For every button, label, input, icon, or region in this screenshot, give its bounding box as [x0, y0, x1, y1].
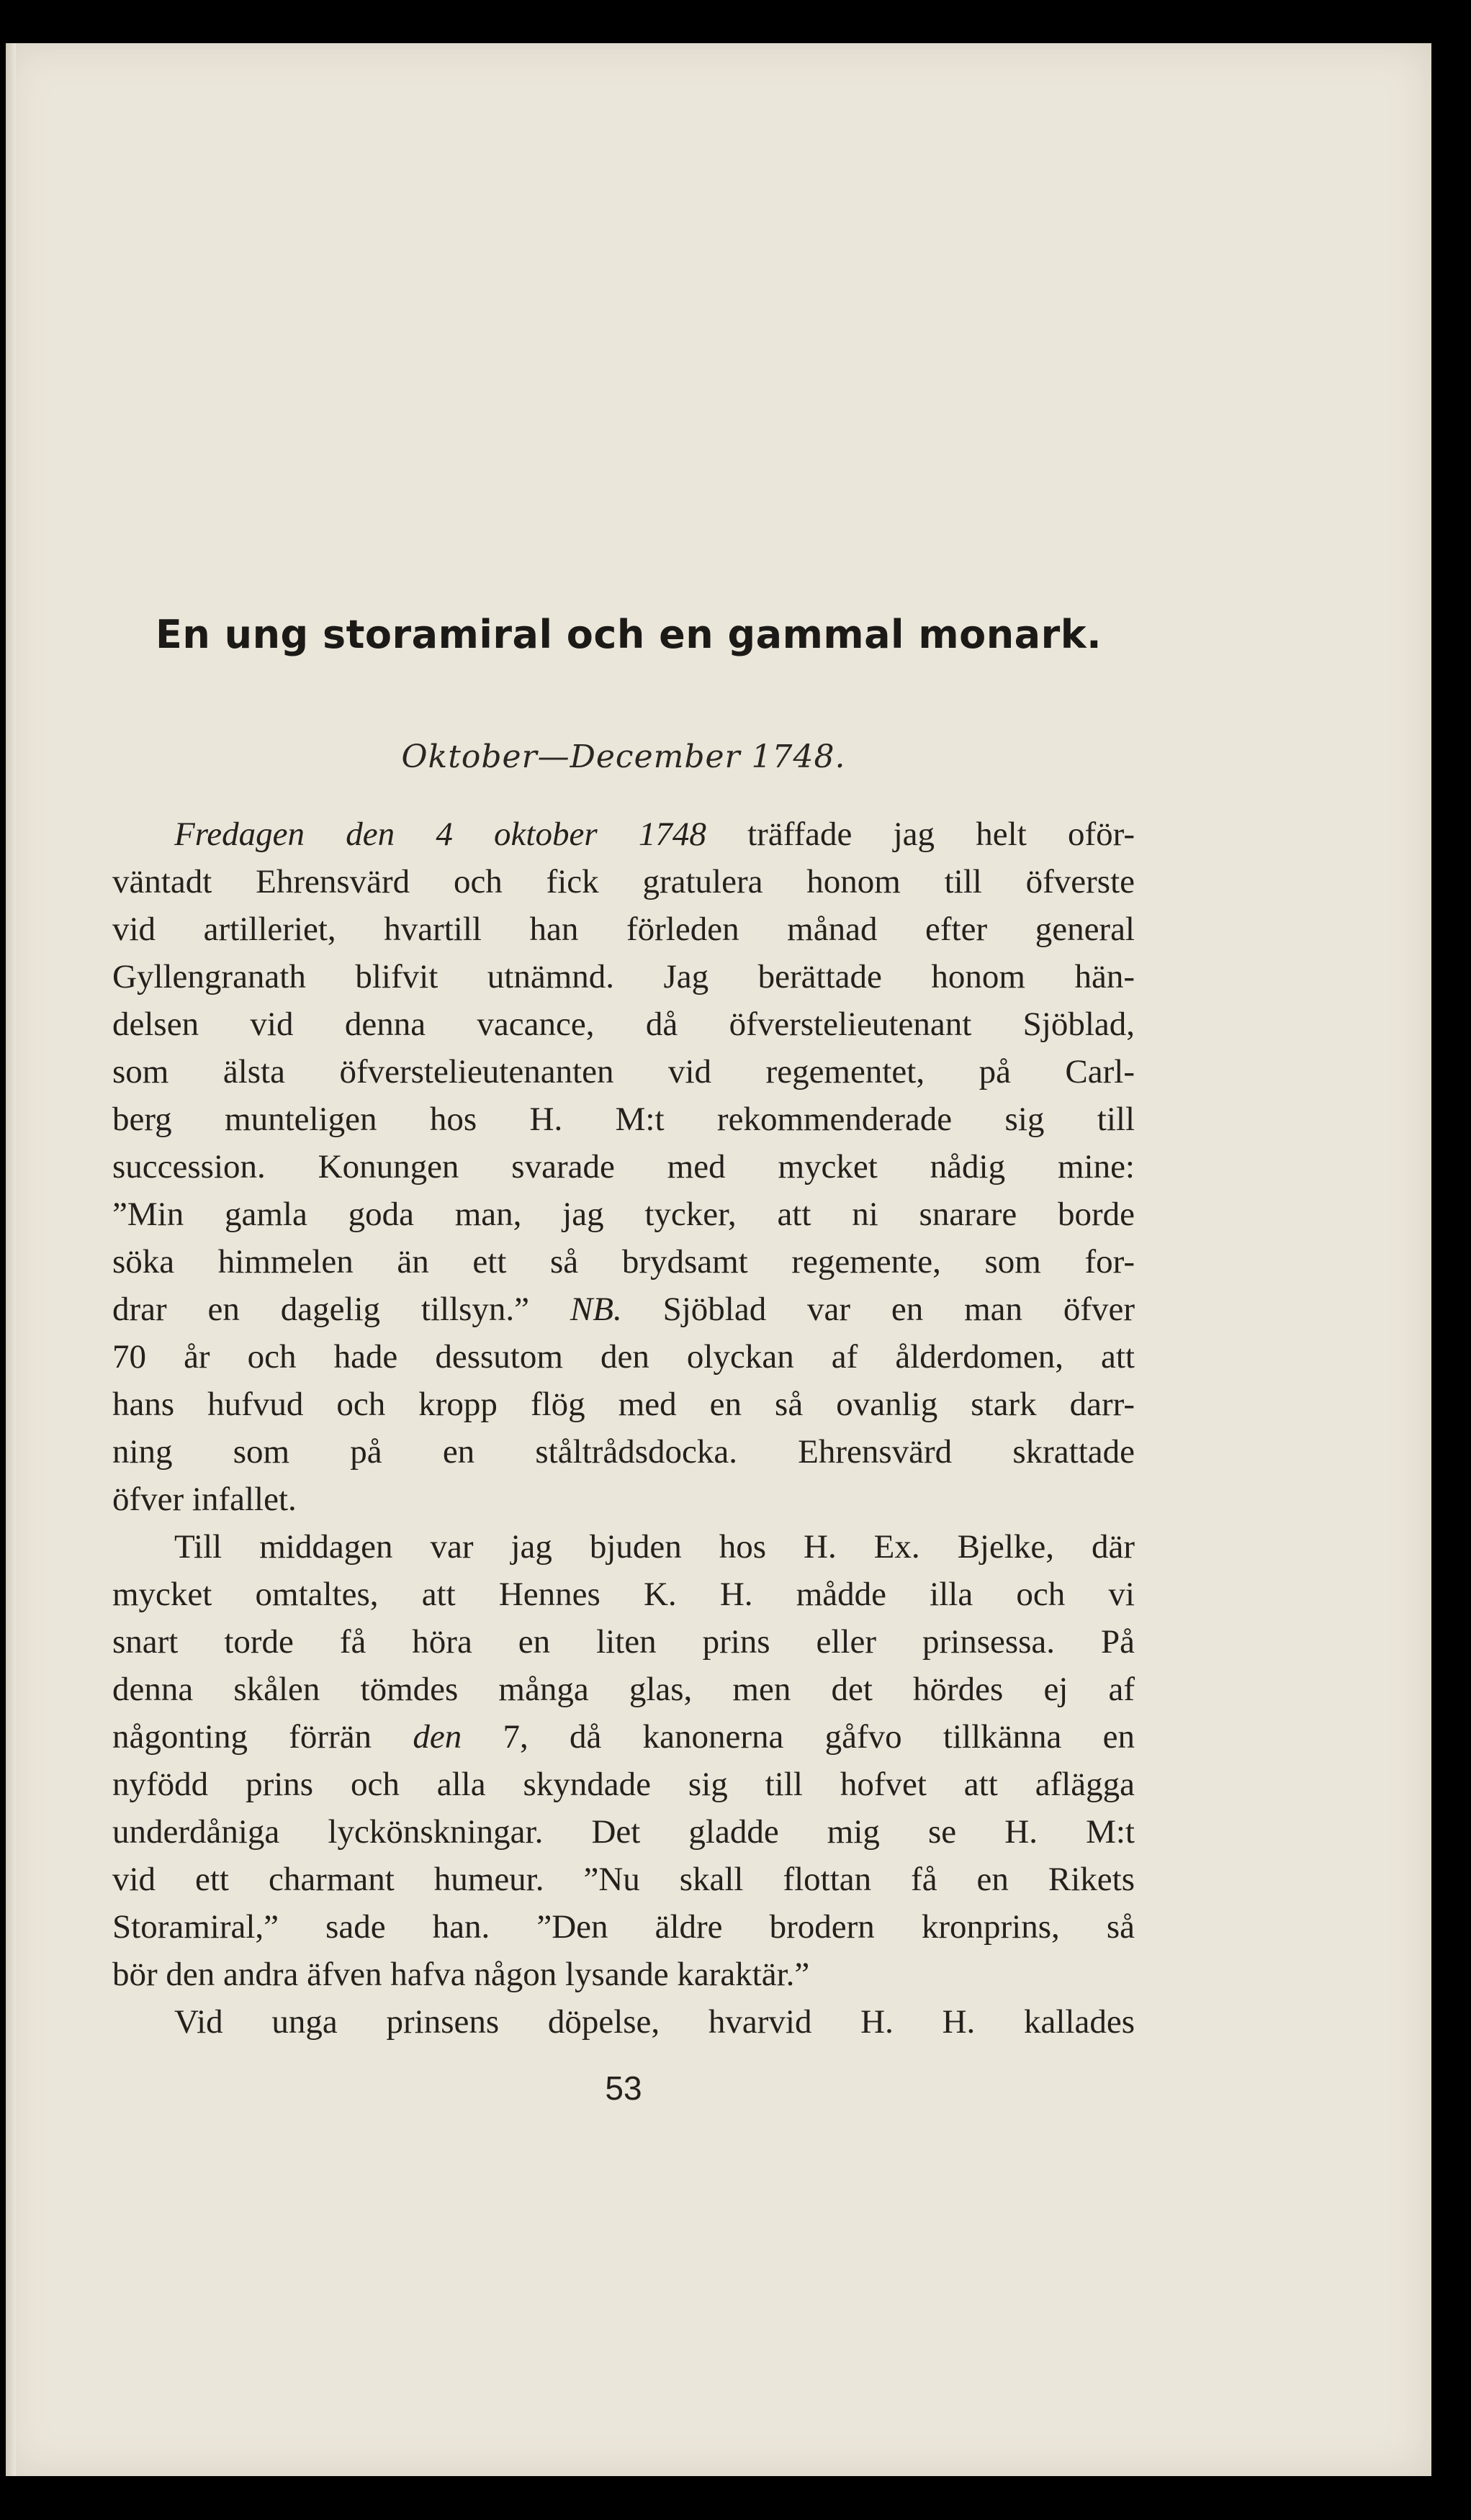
page-number: 53 [605, 2069, 642, 2107]
text-span: någonting förrän [112, 1718, 372, 1756]
text-line: denna skålen tömdes många glas, men det hördes ej af [112, 1671, 1135, 1708]
chapter-title: En ung storamiral och en gammal monark. [156, 612, 1102, 657]
text-line: succession. Konungen svarade med mycket nådig mine: [112, 1148, 1135, 1186]
book-page [6, 43, 1431, 2476]
text-line: Storamiral,” sade han. ”Den äldre brodern kronprins, så [112, 1908, 1135, 1946]
text-span: träffade jag helt oför- [747, 816, 1135, 853]
text-line: snart torde få höra en liten prins eller prinsessa. På [112, 1623, 1135, 1661]
text-line: ”Min gamla goda man, jag tycker, att ni snarare borde [112, 1196, 1135, 1233]
date-italic: Fredagen den 4 oktober 1748 [174, 816, 706, 853]
text-line-nb [112, 1286, 1135, 1333]
text-line: nyfödd prins och alla skyndade sig till hofvet att aflägga [112, 1766, 1135, 1803]
text-line-den [112, 1713, 1135, 1761]
text-span: drar en dagelig tillsyn.” [112, 1291, 530, 1328]
den-italic: den [413, 1718, 462, 1756]
paragraph-3-line-1: Vid unga prinsens döpelse, hvarvid H. H. kallades [174, 2003, 1135, 2041]
text-line: som älsta öfverstelieutenanten vid regementet, på Carl- [112, 1053, 1135, 1090]
body-text [112, 810, 1135, 2046]
text-line: ning som på en ståltrådsdocka. Ehrensvärd skrattade [112, 1433, 1135, 1471]
text-span: Sjöblad var en man öfver [662, 1291, 1135, 1328]
text-line: vid ett charmant humeur. ”Nu skall flottan få en Rikets [112, 1861, 1135, 1898]
text-line: söka himmelen än ett så brydsamt regemente, som for- [112, 1243, 1135, 1281]
page-edge-shadow [6, 43, 16, 2476]
text-line: mycket omtaltes, att Hennes K. H. mådde illa och vi [112, 1576, 1135, 1613]
text-line: underdåniga lyckönskningar. Det gladde mig se H. M:t [112, 1813, 1135, 1851]
text-line: delsen vid denna vacance, då öfverstelieutenant Sjöblad, [112, 1006, 1135, 1043]
text-line: vid artilleriet, hvartill han förleden månad efter general [112, 911, 1135, 948]
paragraph-2-line-1: Till middagen var jag bjuden hos H. Ex. Bjelke, där [174, 1528, 1135, 1566]
paragraph-2-last-line: bör den andra äfven hafva någon lysande karaktär.” [112, 1956, 810, 1993]
paragraph-1-last-line: öfver infallet. [112, 1481, 297, 1518]
nb-italic: NB. [570, 1291, 622, 1328]
text-line: Gyllengranath blifvit utnämnd. Jag berättade honom hän- [112, 958, 1135, 995]
chapter-date-range: Oktober—December 1748. [401, 739, 846, 775]
text-line: hans hufvud och kropp flög med en så ovanlig stark darr- [112, 1386, 1135, 1423]
text-line: 70 år och hade dessutom den olyckan af ålderdomen, att [112, 1338, 1135, 1376]
paragraph-1-line-1 [112, 810, 1135, 858]
text-line: väntadt Ehrensvärd och fick gratulera honom till öfverste [112, 863, 1135, 900]
text-line: berg munteligen hos H. M:t rekommenderade sig till [112, 1101, 1135, 1138]
book-spine-shadow [1431, 43, 1471, 2476]
text-span: 7, då kanonerna gåfvo tillkänna en [503, 1718, 1135, 1756]
